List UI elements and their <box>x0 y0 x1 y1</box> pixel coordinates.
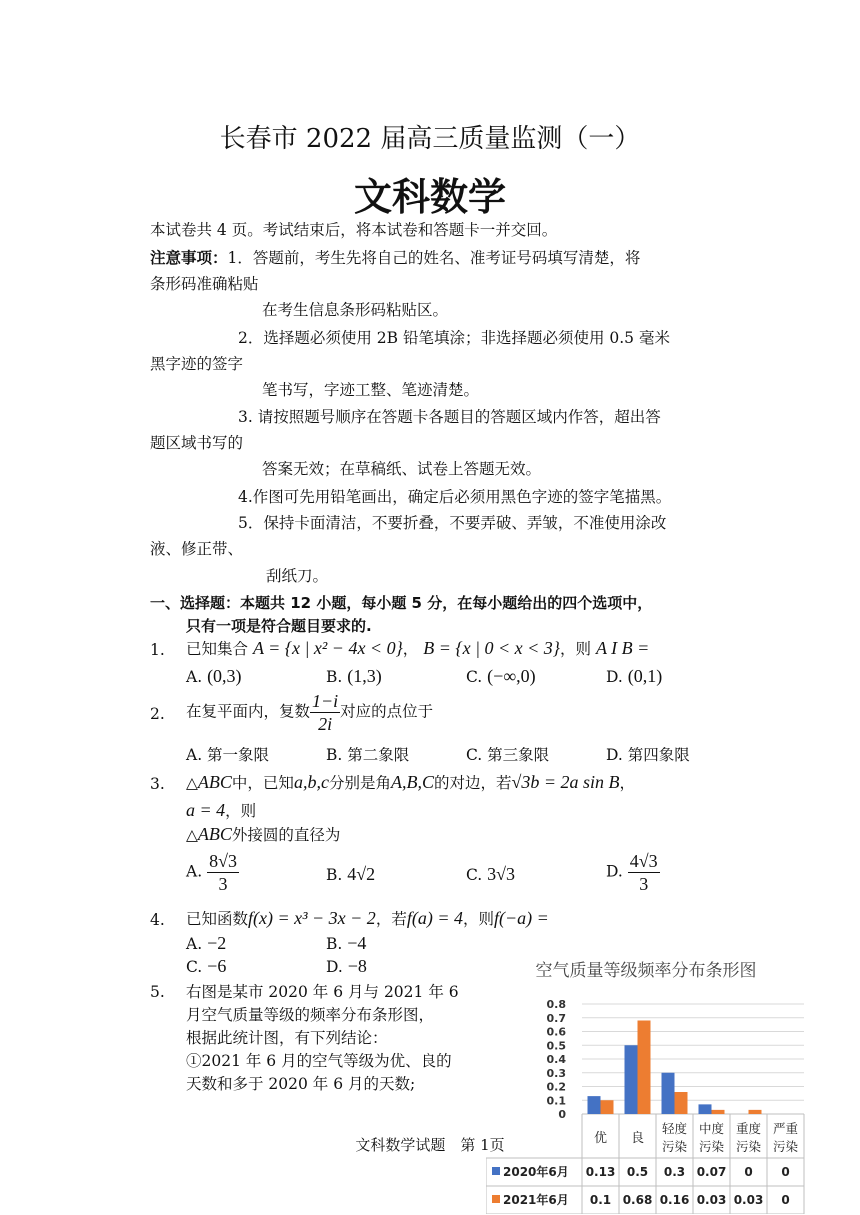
note-3b: 题区域书写的 <box>150 434 244 452</box>
option-letter: D. <box>326 958 343 976</box>
y-tick-label: 0.5 <box>546 1039 566 1053</box>
category-label: 中度 <box>698 1121 725 1136</box>
note-5b: 液、修正带、 <box>150 540 244 558</box>
y-tick-label: 0.3 <box>546 1066 566 1080</box>
q2-number: 2. <box>150 705 165 723</box>
q3-option-c <box>466 864 515 885</box>
q1-stem <box>186 636 649 661</box>
y-tick-label: 0.4 <box>546 1053 566 1066</box>
q5-line-5: 天数和多于 2020 年 6 月的天数; <box>186 1075 416 1093</box>
q4-option-d <box>326 956 367 977</box>
option-letter: C. <box>186 958 203 976</box>
q4-option-c <box>186 956 226 977</box>
q3-equation: √3b = 2a sin B <box>511 772 620 792</box>
q3-stem-line-1 <box>186 770 635 795</box>
q4-text-1: 已知函数 <box>186 910 249 928</box>
q4-number: 4. <box>150 911 165 929</box>
option-value: (−∞,0) <box>487 666 536 686</box>
q2-fraction-denominator: 2i <box>318 714 333 734</box>
note-1b: 条形码准确粘贴 <box>150 275 259 293</box>
option-fraction <box>207 850 239 895</box>
category-label: 良 <box>630 1131 645 1146</box>
category-label: 污染 <box>698 1139 725 1154</box>
q4-expression: f(−a) = <box>493 908 549 928</box>
bar-series-2 <box>638 1021 651 1115</box>
option-value: 4√2 <box>347 864 376 884</box>
option-letter: A. <box>186 862 203 881</box>
notes-label: 注意事项： <box>150 249 228 267</box>
q3-text-5: ， <box>619 774 636 792</box>
intro-text: 本试卷共 4 页。考试结束后，将本试卷和答题卡一并交回。 <box>150 221 558 239</box>
bar-series-2 <box>712 1110 725 1114</box>
legend-entry: 2020年6月 <box>503 1165 569 1179</box>
data-label: 0.16 <box>659 1193 690 1207</box>
q2-fraction <box>310 690 340 735</box>
notes-line-1 <box>150 246 640 270</box>
fraction-numerator: 8√3 <box>209 851 237 871</box>
legend-entry: 2021年6月 <box>503 1193 569 1207</box>
triangle-symbol: △ <box>186 826 198 844</box>
q4-stem <box>186 906 549 931</box>
q3-stem-line-2 <box>186 798 256 823</box>
y-tick-label: 0 <box>558 1108 566 1121</box>
note-4: 4.作图可先用铅笔画出，确定后必须用黑色字迹的签字笔描黑。 <box>238 488 672 506</box>
q5-line-4: ①2021 年 6 月的空气等级为优、良的 <box>186 1052 452 1070</box>
page-title: 长春市 2022 届高三质量监测（一） <box>219 124 641 154</box>
q3-option-b <box>326 864 375 885</box>
option-value: −6 <box>207 956 227 976</box>
q3-a-value: a = 4 <box>186 800 226 820</box>
q3-text-3: 分别是角 <box>328 774 391 792</box>
category-label: 优 <box>593 1131 608 1146</box>
option-letter: C. <box>466 668 483 686</box>
q1-option-c <box>466 666 536 687</box>
q5-number: 5. <box>150 983 165 1001</box>
q2-text-1: 在复平面内，复数 <box>186 702 311 721</box>
note-2b: 黑字迹的签字 <box>150 355 244 373</box>
q2-text-2: 对应的点位于 <box>340 702 434 721</box>
q3-text-6: ，则 <box>225 802 257 820</box>
y-tick-label: 0.8 <box>546 998 566 1011</box>
q3-text-4: 的对边，若 <box>433 774 512 792</box>
data-label: 0.3 <box>663 1165 686 1179</box>
bar-series-1 <box>625 1045 638 1114</box>
q1-option-d <box>606 666 662 687</box>
category-label: 污染 <box>661 1139 688 1154</box>
bar-series-2 <box>749 1110 762 1114</box>
option-letter: B. <box>326 935 343 953</box>
triangle-symbol: △ <box>186 774 198 792</box>
option-fraction <box>628 850 660 895</box>
note-5a: 5．保持卡面清洁，不要折叠，不要弄破、弄皱，不准使用涂改 <box>238 514 667 532</box>
option-value: −4 <box>347 933 367 953</box>
q5-line-3: 根据此统计图，有下列结论： <box>186 1029 388 1047</box>
q3-sides: a,b,c <box>293 772 329 792</box>
data-label: 0.03 <box>696 1193 727 1207</box>
q4-option-b <box>326 933 366 954</box>
air-quality-chart <box>486 952 806 1214</box>
q1-set-a: A = {x | x² − 4x < 0} <box>252 638 403 658</box>
q3-triangle-name: ABC <box>197 772 232 792</box>
data-label: 0.5 <box>626 1165 649 1179</box>
category-label: 严重 <box>772 1121 799 1136</box>
option-letter: B. <box>326 866 343 884</box>
fraction-denominator: 3 <box>639 874 649 894</box>
q3-triangle-name: ABC <box>197 824 232 844</box>
option-letter: A. <box>186 935 203 953</box>
bar-series-2 <box>675 1092 688 1114</box>
q3-text-2: 中，已知 <box>231 774 294 792</box>
option-letter: C. <box>466 866 483 884</box>
q2-option-b: B. 第二象限 <box>326 746 410 764</box>
data-label: 0 <box>744 1165 753 1179</box>
fraction-denominator: 3 <box>218 874 228 894</box>
bar-series-1 <box>588 1096 601 1114</box>
q1-text-1: 已知集合 <box>186 640 249 658</box>
q1-option-b <box>326 666 382 687</box>
q5-line-1: 右图是某市 2020 年 6 月与 2021 年 6 <box>186 983 459 1001</box>
note-2c: 笔书写，字迹工整、笔迹清楚。 <box>262 381 480 399</box>
q3-text-8: 外接圆的直径为 <box>231 826 341 844</box>
legend-swatch <box>492 1195 500 1203</box>
q3-angles: A,B,C <box>390 772 434 792</box>
q4-option-a <box>186 933 226 954</box>
page-footer: 文科数学试题 第 1页 <box>355 1136 505 1154</box>
bar-series-2 <box>601 1100 614 1114</box>
q2-option-a: A. 第一象限 <box>186 746 270 764</box>
option-value: −2 <box>207 933 227 953</box>
note-3a: 3. 请按照题号顺序在答题卡各题目的答题区域内作答，超出答 <box>238 408 661 426</box>
section-heading-2: 只有一项是符合题目要求的. <box>186 617 372 635</box>
category-label: 重度 <box>735 1121 762 1136</box>
q2-stem <box>186 690 433 735</box>
category-label: 污染 <box>735 1139 762 1154</box>
q1-option-a <box>186 666 242 687</box>
option-value: −8 <box>347 956 367 976</box>
option-letter: D. <box>606 668 623 686</box>
option-letter: B. <box>326 668 343 686</box>
data-label: 0.13 <box>585 1165 616 1179</box>
option-value: (0,3) <box>207 666 242 686</box>
option-letter: D. <box>606 862 623 881</box>
page-subtitle: 文科数学 <box>353 175 506 219</box>
data-label: 0 <box>781 1193 790 1207</box>
q1-number: 1. <box>150 641 165 659</box>
q1-set-b: B = {x | 0 < x < 3} <box>423 638 560 658</box>
data-label: 0.68 <box>622 1193 653 1207</box>
q4-condition: f(a) = 4 <box>406 908 463 928</box>
section-heading-1: 一、选择题：本题共 12 小题，每小题 5 分，在每小题给出的四个选项中， <box>150 594 653 612</box>
y-tick-label: 0.1 <box>546 1094 566 1108</box>
option-value: (1,3) <box>347 666 382 686</box>
category-label: 污染 <box>772 1139 799 1154</box>
option-value: 3√3 <box>487 864 516 884</box>
data-label: 0.07 <box>696 1165 727 1179</box>
q1-text-2: ，则 <box>560 640 592 658</box>
y-tick-label: 0.7 <box>546 1011 566 1025</box>
q3-number: 3. <box>150 775 165 793</box>
data-label: 0.1 <box>589 1193 612 1207</box>
legend-swatch <box>492 1167 500 1175</box>
note-1c: 在考生信息条形码粘贴区。 <box>262 301 449 319</box>
fraction-numerator: 4√3 <box>629 851 658 871</box>
note-2a: 2．选择题必须使用 2B 铅笔填涂；非选择题必须使用 0.5 毫米 <box>238 329 670 347</box>
q4-text-2: ，若 <box>375 910 407 928</box>
bar-series-1 <box>662 1073 675 1114</box>
q3-stem-line-3 <box>186 822 340 847</box>
y-tick-label: 0.6 <box>546 1025 566 1039</box>
q5-line-2: 月空气质量等级的频率分布条形图， <box>186 1006 435 1024</box>
data-label: 0.03 <box>733 1193 764 1207</box>
q4-function: f(x) = x³ − 3x − 2 <box>248 908 376 928</box>
q1-expression: A I B = <box>595 638 650 658</box>
option-letter: A. <box>186 668 203 686</box>
q1-comma: ， <box>402 640 419 658</box>
q2-option-c: C. 第三象限 <box>466 746 550 764</box>
option-value: (0,1) <box>627 666 663 686</box>
bar-series-1 <box>699 1104 712 1114</box>
q2-fraction-numerator: 1−i <box>312 691 339 711</box>
note-3c: 答案无效；在草稿纸、试卷上答题无效。 <box>262 460 542 478</box>
note-5c: 刮纸刀。 <box>266 567 329 585</box>
q3-option-a <box>186 850 239 895</box>
q4-text-3: ，则 <box>462 910 494 928</box>
data-label: 0 <box>781 1165 790 1179</box>
chart-title: 空气质量等级频率分布条形图 <box>535 961 757 981</box>
note-1a: 1．答题前，考生先将自己的姓名、准考证号码填写清楚，将 <box>227 249 641 267</box>
y-tick-label: 0.2 <box>546 1080 566 1094</box>
category-label: 轻度 <box>661 1121 688 1136</box>
q2-option-d: D. 第四象限 <box>606 746 690 764</box>
q3-option-d <box>606 850 660 895</box>
